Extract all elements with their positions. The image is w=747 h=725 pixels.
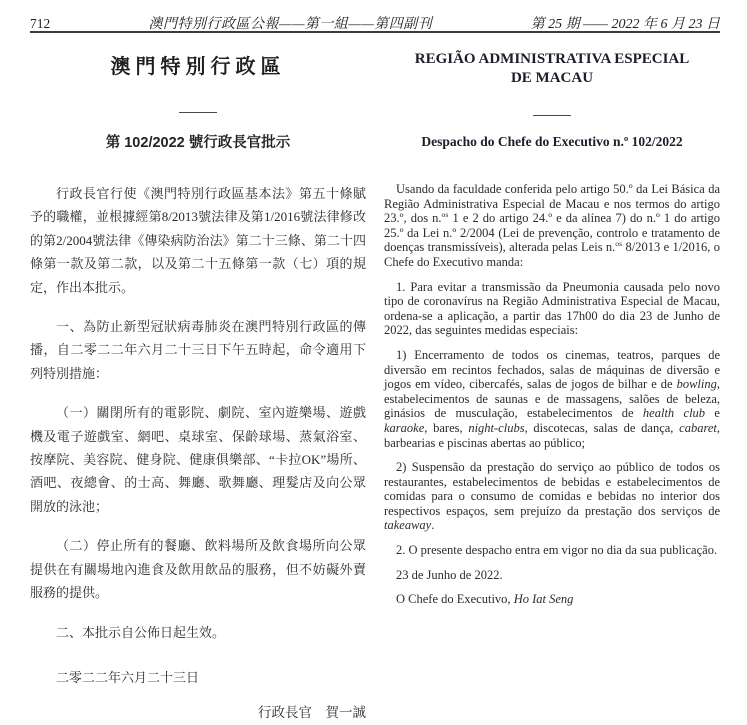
pt-paragraph-preamble: Usando da faculdade conferida pelo artigo 50.º da Lei Básica da Região Administrativa Especial de Macau e nos termos do artigo 23.º, dos n.$^{os}$ 1 e 2 do artigo 24.º e da alínea 7) do n.º 1 do artigo 25.º da Lei n.º 2/2004 (Lei de prevenção, controlo e tratamento de doenças transmissíveis), alterada pelas Leis n.$^{os}$ 8/2013 e 1/2016, o Chefe do Executivo manda: [384,182,720,269]
pt-section-divider [533,115,571,116]
portuguese-column [384,42,720,725]
cn-paragraph-item-1: 一、為防止新型冠狀病毒肺炎在澳門特別行政區的傳播，自二零二二年六月二十三日下午五時起，命令適用下列特別措施： [30,319,366,381]
cn-paragraph-item-2: 二、本批示自公佈日起生效。 [56,624,226,640]
header-rule [30,31,720,33]
pt-region-title-line2: DE MACAU [510,70,594,86]
cn-paragraph-preamble: 行政長官行使《澳門特別行政區基本法》第五十條賦予的職權，並根據經第8/2013號法律及第1/2016號法律修改的第2/2004號法律《傳染病防治法》第二十三條、第二十四條第一款及第二款，以及第二十五條第一款（七）項的規定，作出本批示。 [30,186,366,295]
chinese-column [30,42,366,725]
pt-region-title-line1: REGIÃO ADMINISTRATIVA ESPECIAL [414,51,690,67]
gazette-title: 澳門特別行政區公報——第一組——第四副刊 [148,17,433,32]
pt-signature: O Chefe do Executivo, Ho Iat Seng [396,592,574,607]
cn-section-divider [179,112,217,113]
cn-paragraph-measure-2: （二）停止所有的餐廳、飲料場所及飲食場所向公眾提供在有關場地內進食及飲用飲品的服務，但不妨礙外賣服務的提供。 [30,538,366,601]
cn-region-title: 澳門特別行政區 [110,56,286,78]
pt-paragraph-item-2: 2. O presente despacho entra em vigor no dia da sua publicação. [396,543,718,558]
running-head [30,13,720,33]
pt-date: 23 de Junho de 2022. [396,567,503,582]
pt-paragraph-measure-1: 1) Encerramento de todos os cinemas, teatros, parques de diversão em recintos fechados, salas de máquinas de diversão e jogos em vídeo, cibercafés, salas de jogos de bilhar e de bowling, estabelecimentos de saunas e de massagens, salões de beleza, ginásios de musculação, estabelecimentos de health club e karaoke, bares, night-clubs, discotecas, salas de dança, cabaret, barbearias e piscinas abertas ao público; [384,347,721,450]
pt-paragraph-measure-2: 2) Suspensão da prestação do serviço ao público de todos os restaurantes, estabelecimentos de bebidas e estabelecimentos de comidas para o consumo de comidas e bebidas no interior dos respectivos espaços, sem prejuízo da prestação dos serviços de takeaway. [384,460,720,533]
pt-order-title: Despacho do Chefe do Executivo n.º 102/2022 [421,134,683,149]
cn-paragraph-measure-1: （一）關閉所有的電影院、劇院、室內遊樂場、遊戲機及電子遊戲室、網吧、桌球室、保齡球場、蒸氣浴室、按摩院、美容院、健身院、健康俱樂部、“卡拉OK”場所、酒吧、夜總會、的士高、舞廳、歌舞廳、理髮店及向公眾開放的泳池； [30,405,366,514]
cn-date: 二零二二年六月二十三日 [56,669,200,685]
document-body [30,42,720,725]
pt-paragraph-item-1: 1. Para evitar a transmissão da Pneumonia causada pelo novo tipo de coronavírus na Região Administrativa Especial de Macau, ordena-se a aplicação, a partir das 17h00 do dia 23 de Junho de 2022, das seguintes medidas especiais: [384,279,720,338]
page-number: 712 [30,16,51,31]
cn-order-title: 第 102/2022 號行政長官批示 [105,135,291,151]
cn-signature: 行政長官 賀一誠 [258,705,366,721]
pt-region-title [384,50,720,88]
issue-and-date: 第 25 期 —— 2022 年 6 月 23 日 [530,17,720,32]
